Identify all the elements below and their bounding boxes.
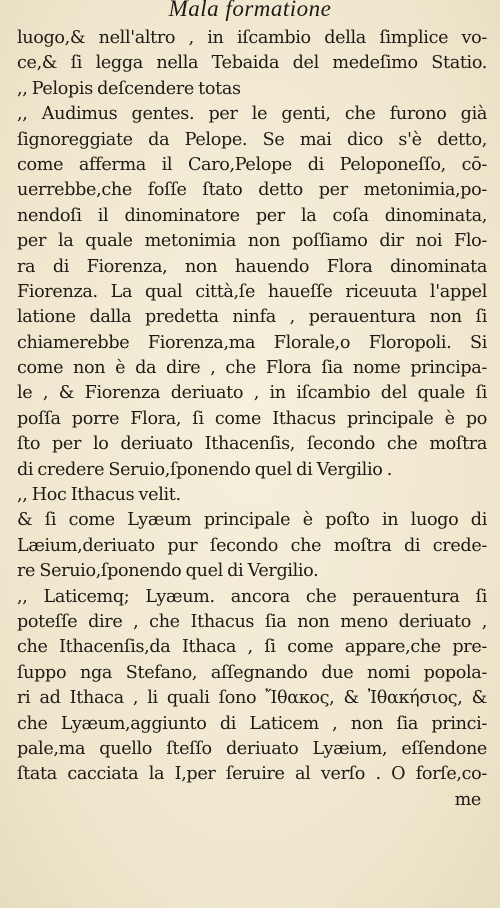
text-line: luogo,& nell'altro , in iſcambio della ſimplice vo- (17, 28, 487, 48)
text-line: pale,ma quello ſteſſo deriuato Lyæium, eſſendone (17, 738, 487, 759)
text-line: ſuppo nga Stefano, aſſegnando due nomi popola- (17, 662, 487, 683)
text-line: re Seruio,ſponendo quel di Vergilio. (17, 561, 319, 582)
text-line: ,, Pelopis deſcendere totas (17, 78, 241, 99)
text-line: che Ithacenſis,da Ithaca , ſi come appare,che pre- (17, 637, 487, 658)
body-text (17, 26, 487, 813)
text-line: ſto per lo deriuato Ithacenſis, ſecondo che moſtra (17, 434, 487, 455)
text-line: ,, Audimus gentes. per le genti, che furono già (17, 104, 487, 125)
text-line: Fiorenza. La qual città,ſe haueſſe riceuuta l'appel (17, 281, 487, 302)
text-line: chiamerebbe Fiorenza,ma Florale,o Floropoli. Si (17, 332, 487, 353)
text-line: come non è da dire , che Flora ſia nome principa- (17, 358, 487, 379)
text-line: ri ad Ithaca , li quali ſono Ἴθακος, & Ἰθακήσιος, & (17, 688, 487, 709)
running-head: Mala formatione (168, 0, 332, 21)
text-line: & ſi come Lyæum principale è poſto in luogo di (17, 510, 487, 531)
catchword: me (454, 789, 481, 810)
text-line: poteſſe dire , che Ithacus ſia non meno deriuato , (17, 611, 487, 632)
text-line: nendoſi il dinominatore per la coſa dinominata, (17, 205, 487, 226)
text-line: ſtata cacciata la I,per ſeruire al verſo . O forſe,co- (17, 764, 487, 785)
text-line: come afferma il Caro,Pelope di Peloponeſſo, cō- (17, 154, 487, 175)
text-line: Læium,deriuato pur ſecondo che moſtra di crede- (17, 535, 487, 556)
text-line: poſſa porre Flora, ſi come Ithacus principale è po (17, 408, 487, 429)
text-line: ra di Fiorenza, non hauendo Flora dinominata (17, 256, 487, 277)
text-line: uerrebbe,che foſſe ſtato detto per metonimia,po- (17, 180, 487, 201)
text-line: ſignoreggiate da Pelope. Se mai dico s'è detto, (17, 129, 487, 150)
text-line: ,, Laticemq; Lyæum. ancora che perauentura ſi (17, 586, 487, 607)
text-line: che Lyæum,aggiunto di Laticem , non ſia princi- (17, 713, 487, 734)
text-line: le , & Fiorenza deriuato , in iſcambio del quale ſi (17, 383, 487, 404)
text-line: di credere Seruio,ſponendo quel di Vergilio . (17, 459, 392, 480)
text-line: latione dalla predetta ninfa , perauentura non ſi (17, 307, 487, 328)
text-line: per la quale metonimia non poſſiamo dir noi Flo- (17, 231, 487, 252)
text-line: ,, Hoc Ithacus velit. (17, 485, 181, 506)
text-line: ce,& ſi legga nella Tebaida del medeſimo Statio. (17, 53, 487, 74)
